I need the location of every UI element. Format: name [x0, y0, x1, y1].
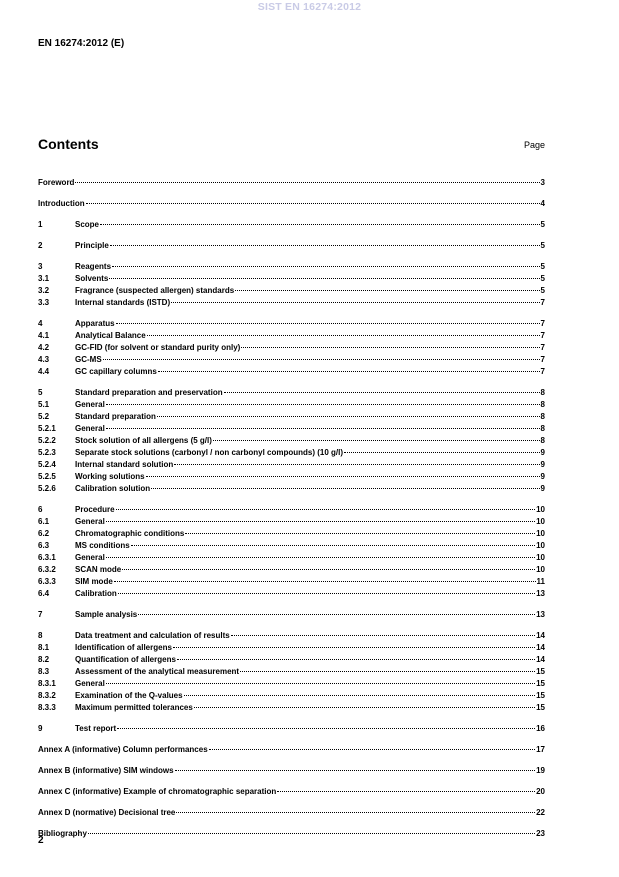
toc-group — [38, 723, 545, 735]
toc-entry[interactable] — [38, 744, 545, 756]
toc-dot-leader — [209, 742, 535, 750]
toc-dot-leader — [103, 352, 540, 360]
toc-entry-title: SCAN mode — [75, 565, 122, 574]
toc-entry-number: 8.3 — [38, 667, 50, 676]
toc-dot-leader — [112, 259, 540, 267]
toc-dot-leader — [240, 664, 535, 672]
toc-entry-title: Working solutions — [75, 472, 145, 481]
toc-entry-title: Chromatographic conditions — [75, 529, 185, 538]
toc-entry-title: Identification of allergens — [75, 643, 172, 652]
toc-entry-number: 5.2.1 — [38, 424, 56, 433]
toc-group — [38, 387, 545, 495]
toc-entry-title: Annex C (informative) Example of chromatographic separation — [38, 787, 277, 796]
toc-group — [38, 261, 545, 309]
toc-dot-leader — [194, 700, 535, 708]
toc-entry-page: 10 — [536, 541, 545, 550]
toc-entry-page: 7 — [540, 298, 545, 307]
toc-dot-leader — [86, 196, 540, 204]
toc-entry-title: Separate stock solutions (carbonyl / non carbonyl compounds) (10 g/l) — [75, 448, 344, 457]
toc-entry-number: 3.3 — [38, 298, 50, 307]
toc-dot-leader — [118, 586, 535, 594]
toc-entry[interactable] — [38, 219, 545, 231]
toc-dot-leader — [174, 457, 539, 465]
toc-group — [38, 219, 545, 231]
toc-entry-title: Calibration solution — [75, 484, 151, 493]
toc-entry-title: General — [75, 400, 105, 409]
toc-group — [38, 198, 545, 210]
toc-group — [38, 630, 545, 714]
toc-entry-page: 8 — [540, 424, 545, 433]
toc-dot-leader — [175, 763, 536, 771]
toc-group — [38, 807, 545, 819]
toc-entry[interactable] — [38, 807, 545, 819]
toc-entry-title: General — [75, 553, 105, 562]
toc-entry[interactable] — [38, 198, 545, 210]
toc-entry-number: 3 — [38, 262, 43, 271]
toc-entry-page: 15 — [536, 703, 545, 712]
toc-entry-page: 5 — [540, 274, 545, 283]
toc-entry-page: 20 — [536, 787, 545, 796]
toc-entry-page: 9 — [540, 484, 545, 493]
toc-dot-leader — [344, 445, 540, 453]
toc-entry-number: 6.2 — [38, 529, 50, 538]
toc-entry-title: GC capillary columns — [75, 367, 157, 376]
toc-entry-title: Solvents — [75, 274, 109, 283]
toc-entry[interactable] — [38, 366, 545, 378]
toc-dot-leader — [224, 385, 540, 393]
toc-dot-leader — [157, 409, 540, 417]
toc-entry[interactable] — [38, 702, 545, 714]
toc-entry-number: 5.1 — [38, 400, 50, 409]
toc-entry-number: 3.1 — [38, 274, 50, 283]
toc-group — [38, 765, 545, 777]
toc-dot-leader — [106, 676, 535, 684]
toc-dot-leader — [75, 175, 539, 183]
toc-entry-page: 9 — [540, 448, 545, 457]
toc-entry-title: MS conditions — [75, 541, 130, 550]
toc-entry-page: 8 — [540, 400, 545, 409]
toc-entry-number: 6.3.2 — [38, 565, 56, 574]
toc-dot-leader — [231, 628, 535, 636]
toc-entry-number: 4 — [38, 319, 43, 328]
toc-entry-number: 5.2 — [38, 412, 50, 421]
toc-dot-leader — [147, 328, 540, 336]
toc-entry-page: 5 — [540, 241, 545, 250]
toc-entry-number: 8 — [38, 631, 43, 640]
toc-entry[interactable] — [38, 723, 545, 735]
toc-entry-page: 10 — [536, 517, 545, 526]
toc-entry-page: 10 — [536, 565, 545, 574]
toc-entry-title: Reagents — [75, 262, 112, 271]
toc-entry-title: Foreword — [38, 178, 75, 187]
toc-entry-page: 14 — [536, 655, 545, 664]
toc-entry-number: 4.1 — [38, 331, 50, 340]
toc-entry-number: 7 — [38, 610, 43, 619]
toc-entry-page: 15 — [536, 679, 545, 688]
toc-dot-leader — [171, 295, 539, 303]
toc-dot-leader — [114, 574, 536, 582]
toc-entry-page: 10 — [536, 505, 545, 514]
toc-entry-title: Internal standard solution — [75, 460, 174, 469]
toc-dot-leader — [277, 784, 535, 792]
toc-entry-number: 6.3.1 — [38, 553, 56, 562]
toc-dot-leader — [88, 826, 535, 834]
toc-entry-title: Examination of the Q-values — [75, 691, 183, 700]
toc-entry-number: 4.4 — [38, 367, 50, 376]
toc-group — [38, 177, 545, 189]
toc-entry-title: General — [75, 517, 105, 526]
toc-entry-number: 5 — [38, 388, 43, 397]
toc-entry-title: Data treatment and calculation of results — [75, 631, 230, 640]
toc-entry-page: 23 — [536, 829, 545, 838]
toc-group — [38, 828, 545, 840]
toc-entry[interactable] — [38, 765, 545, 777]
toc-entry-title: Procedure — [75, 505, 115, 514]
toc-entry-page: 5 — [540, 220, 545, 229]
toc-entry-page: 22 — [536, 808, 545, 817]
toc-entry-page: 19 — [536, 766, 545, 775]
page-number: 2 — [38, 835, 44, 846]
toc-entry-page: 13 — [536, 610, 545, 619]
contents-title: Contents — [38, 136, 99, 152]
toc-entry[interactable] — [38, 240, 545, 252]
toc-entry-page: 8 — [540, 412, 545, 421]
toc-entry-title: GC-FID (for solvent or standard purity only) — [75, 343, 241, 352]
toc-entry[interactable] — [38, 828, 545, 840]
toc-entry-number: 6.4 — [38, 589, 50, 598]
toc-dot-leader — [117, 721, 535, 729]
toc-entry-title: Maximum permitted tolerances — [75, 703, 193, 712]
toc-entry-page: 9 — [540, 460, 545, 469]
toc-entry-number: 3.2 — [38, 286, 50, 295]
toc-entry-title: Annex B (informative) SIM windows — [38, 766, 174, 775]
toc-entry-page: 16 — [536, 724, 545, 733]
toc-entry-title: GC-MS — [75, 355, 102, 364]
toc-entry-page: 9 — [540, 472, 545, 481]
toc-entry[interactable] — [38, 297, 545, 309]
toc-entry-page: 15 — [536, 667, 545, 676]
toc-entry-page: 14 — [536, 631, 545, 640]
toc-dot-leader — [106, 397, 540, 405]
toc-group — [38, 504, 545, 600]
toc-entry-page: 15 — [536, 691, 545, 700]
toc-dot-leader — [131, 538, 535, 546]
toc-group — [38, 786, 545, 798]
toc-entry-page: 8 — [540, 388, 545, 397]
toc-entry-number: 6.3.3 — [38, 577, 56, 586]
toc-dot-leader — [109, 271, 539, 279]
toc-entry-title: Analytical Balance — [75, 331, 146, 340]
toc-entry-number: 8.3.2 — [38, 691, 56, 700]
toc-dot-leader — [106, 514, 535, 522]
toc-entry[interactable] — [38, 609, 545, 621]
toc-entry-page: 4 — [540, 199, 545, 208]
toc-entry-number: 5.2.6 — [38, 484, 56, 493]
toc-entry-page: 3 — [540, 178, 545, 187]
toc-entry-title: Assessment of the analytical measurement — [75, 667, 240, 676]
toc-group — [38, 318, 545, 378]
toc-entry-number: 8.3.1 — [38, 679, 56, 688]
toc-dot-leader — [185, 526, 535, 534]
toc-dot-leader — [106, 421, 540, 429]
toc-entry-page: 14 — [536, 643, 545, 652]
table-of-contents — [38, 177, 545, 849]
toc-entry[interactable] — [38, 588, 545, 600]
toc-dot-leader — [100, 217, 540, 225]
toc-entry-number: 9 — [38, 724, 43, 733]
toc-entry-page: 10 — [536, 553, 545, 562]
toc-entry-title: General — [75, 679, 105, 688]
toc-entry-page: 5 — [540, 286, 545, 295]
toc-entry-page: 7 — [540, 343, 545, 352]
toc-entry-title: Stock solution of all allergens (5 g/l) — [75, 436, 212, 445]
watermark: SIST EN 16274:2012 — [257, 1, 362, 13]
toc-entry[interactable] — [38, 177, 545, 189]
toc-dot-leader — [116, 316, 540, 324]
toc-entry-number: 5.2.3 — [38, 448, 56, 457]
toc-dot-leader — [116, 502, 536, 510]
toc-dot-leader — [241, 340, 539, 348]
toc-entry-number: 2 — [38, 241, 43, 250]
toc-entry-title: Bibliography — [38, 829, 87, 838]
toc-entry[interactable] — [38, 483, 545, 495]
toc-entry-page: 17 — [536, 745, 545, 754]
toc-entry-number: 6.3 — [38, 541, 50, 550]
toc-dot-leader — [184, 688, 536, 696]
toc-entry-page: 7 — [540, 331, 545, 340]
toc-dot-leader — [213, 433, 540, 441]
toc-entry-number: 6 — [38, 505, 43, 514]
toc-entry-number: 4.3 — [38, 355, 50, 364]
toc-entry-title: Apparatus — [75, 319, 115, 328]
toc-entry-title: Annex A (informative) Column performances — [38, 745, 208, 754]
toc-group — [38, 609, 545, 621]
toc-entry-page: 11 — [536, 577, 545, 586]
toc-dot-leader — [235, 283, 539, 291]
toc-dot-leader — [110, 238, 540, 246]
toc-entry-page: 7 — [540, 319, 545, 328]
toc-entry-number: 8.1 — [38, 643, 50, 652]
toc-entry-title: Quantification of allergens — [75, 655, 176, 664]
toc-entry-title: Calibration — [75, 589, 117, 598]
toc-entry-number: 1 — [38, 220, 43, 229]
toc-dot-leader — [146, 469, 540, 477]
toc-entry-title: Scope — [75, 220, 100, 229]
toc-group — [38, 240, 545, 252]
toc-entry-title: SIM mode — [75, 577, 113, 586]
toc-entry-page: 5 — [540, 262, 545, 271]
toc-entry[interactable] — [38, 786, 545, 798]
toc-entry-page: 7 — [540, 367, 545, 376]
toc-entry-page: 8 — [540, 436, 545, 445]
toc-dot-leader — [151, 481, 539, 489]
toc-entry-page: 10 — [536, 529, 545, 538]
toc-entry-page: 13 — [536, 589, 545, 598]
toc-entry-title: Test report — [75, 724, 117, 733]
toc-entry-number: 4.2 — [38, 343, 50, 352]
toc-dot-leader — [173, 640, 535, 648]
document-id: EN 16274:2012 (E) — [38, 38, 125, 49]
toc-dot-leader — [122, 562, 535, 570]
toc-entry-title: Internal standards (ISTD) — [75, 298, 171, 307]
toc-group — [38, 744, 545, 756]
toc-entry-title: Fragrance (suspected allergen) standards — [75, 286, 235, 295]
toc-dot-leader — [177, 652, 535, 660]
toc-entry-number: 5.2.4 — [38, 460, 56, 469]
toc-entry-number: 8.3.3 — [38, 703, 56, 712]
toc-dot-leader — [158, 364, 540, 372]
toc-entry-title: Standard preparation and preservation — [75, 388, 223, 397]
toc-entry-title: Principle — [75, 241, 109, 250]
page-column-label: Page — [523, 140, 545, 150]
toc-entry-number: 5.2.2 — [38, 436, 56, 445]
toc-entry-page: 7 — [540, 355, 545, 364]
toc-entry-title: Introduction — [38, 199, 85, 208]
toc-entry-title: General — [75, 424, 105, 433]
toc-entry-number: 8.2 — [38, 655, 50, 664]
toc-entry-title: Sample analysis — [75, 610, 138, 619]
toc-dot-leader — [138, 607, 535, 615]
toc-dot-leader — [176, 805, 535, 813]
toc-entry-title: Annex D (normative) Decisional tree — [38, 808, 176, 817]
toc-entry-number: 5.2.5 — [38, 472, 56, 481]
toc-entry-number: 6.1 — [38, 517, 50, 526]
toc-dot-leader — [106, 550, 535, 558]
toc-entry-title: Standard preparation — [75, 412, 156, 421]
